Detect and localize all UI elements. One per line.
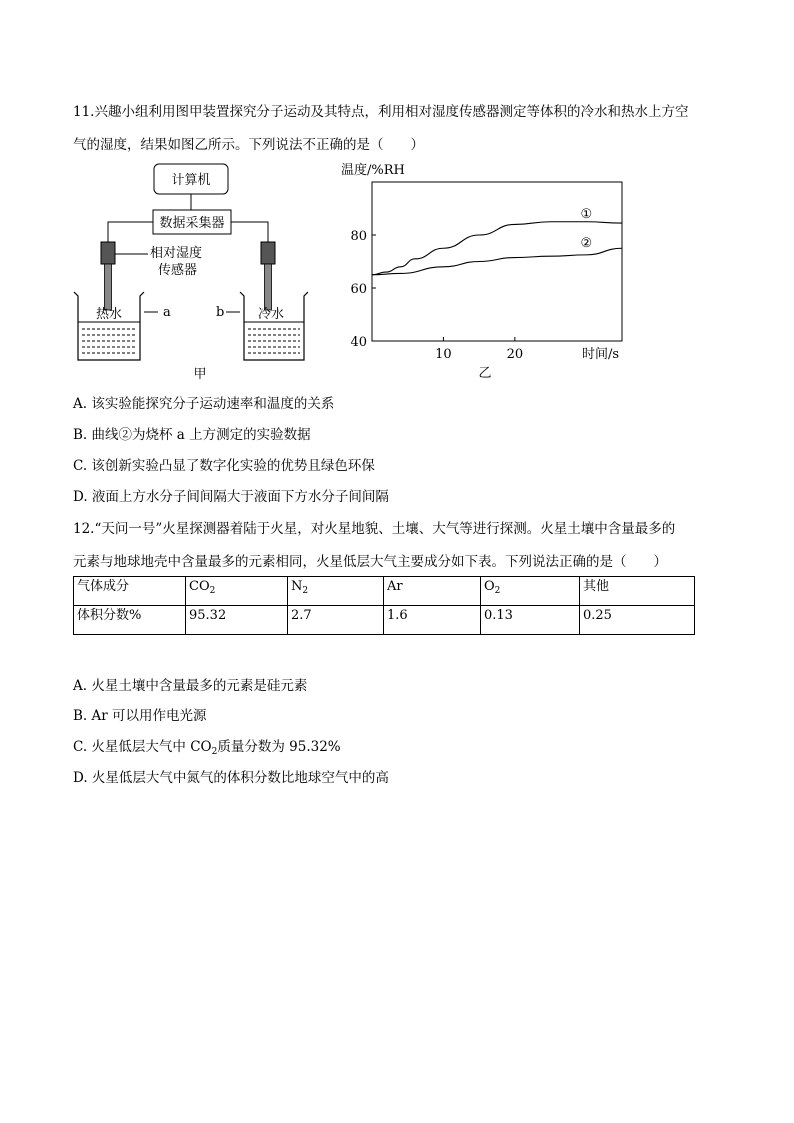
table-cell: 1.6	[384, 606, 481, 635]
table-value-row	[74, 606, 695, 635]
computer-label: 计算机	[171, 173, 211, 188]
hot-water-label: 热水	[95, 307, 123, 322]
q11-stem	[73, 96, 723, 162]
x-tick-label: 10	[435, 347, 452, 362]
humidity-chart	[335, 158, 635, 382]
q12-stem-line1: 12.“天问一号”火星探测器着陆于火星，对火星地貌、土壤、大气等进行探测。火星土壤中含量最多的	[73, 521, 676, 537]
series-label-1: ①	[580, 206, 593, 222]
q12-option-a: A. 火星土壤中含量最多的元素是硅元素	[73, 678, 308, 694]
q11-stem-line2: 气的湿度，结果如图乙所示。下列说法不正确的是（ ）	[73, 137, 424, 153]
chart-xlabel: 时间/s	[582, 347, 620, 362]
q11-option-a: A. 该实验能探究分子运动速率和温度的关系	[73, 396, 335, 412]
q11-option-c: C. 该创新实验凸显了数字化实验的优势且绿色环保	[73, 458, 375, 474]
y-tick-label: 80	[350, 229, 367, 244]
q11-option-d: D. 液面上方水分子间间隔大于液面下方水分子间间隔	[73, 489, 389, 505]
table-cell: 2.7	[288, 606, 384, 635]
right-sensor-probe	[265, 264, 272, 310]
apparatus-caption: 甲	[193, 367, 207, 382]
q12-option-b: B. Ar 可以用作电光源	[73, 708, 207, 724]
beaker-b-label: b	[216, 305, 225, 320]
q12-option-c: C. 火星低层大气中 $CO_2$质量分数为 95.32%	[73, 739, 341, 757]
table-gas-other: 其他	[580, 577, 695, 606]
cold-water-label: 冷水	[257, 307, 285, 322]
table-header-row	[74, 577, 695, 606]
table-gas-co2: $CO_2$	[186, 577, 288, 606]
table-header-label: 气体成分	[74, 577, 186, 606]
apparatus-figure	[68, 160, 308, 382]
cold-water-beaker	[240, 292, 308, 360]
sensor-label-line1: 相对湿度	[150, 246, 203, 261]
table-cell: 0.25	[580, 606, 695, 635]
table-gas-o2: $O_2$	[481, 577, 580, 606]
series-label-2: ②	[580, 235, 593, 251]
table-row-label: 体积分数%	[74, 606, 186, 635]
q11-stem-line1: 11.兴趣小组利用图甲装置探究分子运动及其特点，利用相对湿度传感器测定等体积的冷水和热水上方空	[73, 104, 689, 120]
y-tick-label: 40	[350, 335, 367, 350]
data-collector-label: 数据采集器	[159, 216, 225, 231]
q11-option-b: B. 曲线②为烧杯 a 上方测定的实验数据	[73, 427, 311, 443]
chart-caption: 乙	[478, 366, 492, 381]
y-tick-label: 60	[350, 282, 367, 297]
left-sensor-probe	[105, 264, 112, 310]
table-gas-n2: $N_2$	[288, 577, 384, 606]
table-cell: 95.32	[186, 606, 288, 635]
table-gas-ar: Ar	[384, 577, 481, 606]
q12-stem	[73, 513, 723, 579]
q12-stem-line2: 元素与地球地壳中含量最多的元素相同，火星低层大气主要成分如下表。下列说法正确的是（ ）	[73, 554, 667, 570]
mars-atmosphere-table	[73, 576, 695, 635]
sensor-label-line2: 传感器	[158, 263, 198, 278]
left-sensor-head	[101, 242, 115, 264]
table-cell: 0.13	[481, 606, 580, 635]
chart-ylabel: 温度/%RH	[341, 163, 405, 178]
beaker-a-label: a	[163, 305, 171, 320]
q12-option-d: D. 火星低层大气中氮气的体积分数比地球空气中的高	[73, 770, 389, 786]
x-tick-label: 20	[506, 347, 524, 362]
right-sensor-head	[261, 242, 275, 264]
